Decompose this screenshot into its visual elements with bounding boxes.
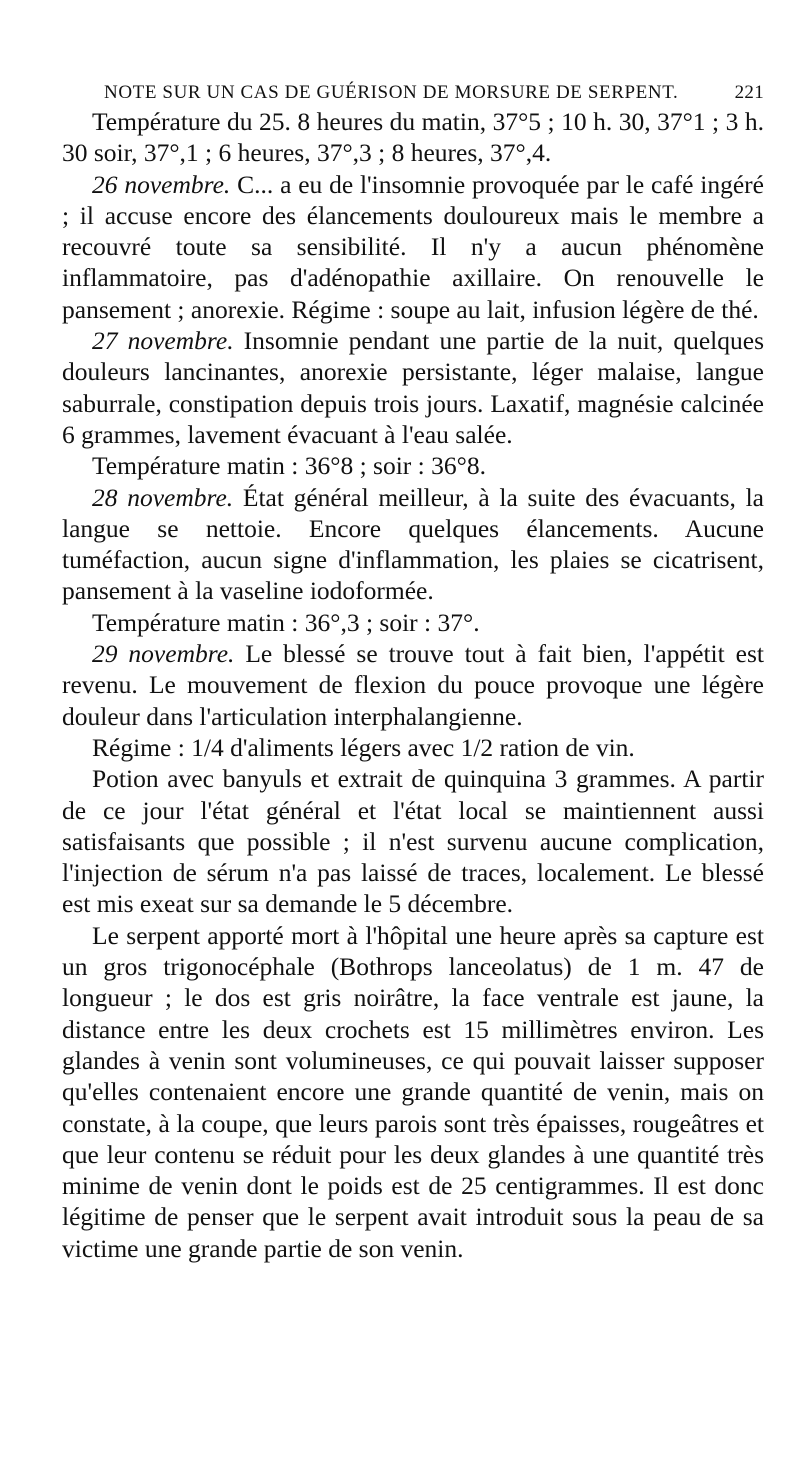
paragraph-temperature-27 [62,450,764,481]
page-number: 221 [734,82,764,103]
paragraph-text: Température matin : 36°,3 ; soir : 37°. [92,607,480,637]
paragraph-26-novembre [62,169,764,325]
entry-date: 28 novembre. [92,482,234,512]
entry-date: 29 novembre. [92,639,235,669]
paragraph-27-novembre [62,325,764,450]
entry-date: 26 novembre. [92,169,231,199]
paragraph-text: Insomnie pendant une partie de la nuit, quelques douleurs lancinantes, anorexie persistante, léger malaise, langue saburrale, constipation depuis trois jours. Laxatif, magnésie calcinée 6 grammes, lavement évacuant à l'eau salée. [62,326,764,449]
paragraph-serpent [62,920,764,1264]
paragraph-text: Le serpent apporté mort à l'hôpital une heure après sa capture est un gros trigonocéphale (Bothrops lanceolatus) de 1 m. 47 de longueur ; le dos est gris noirâtre, la face ventrale est jaune, la distance entre les deux crochets est 15 millimètres environ. Les glandes à venin sont volumineuses, ce qui pouvait laisser supposer qu'elles contenaient encore une grande quantité de venin, mais on constate, à la coupe, que leurs parois sont très épaisses, rougeâtres et que leur contenu se réduit pour les deux glandes à une quantité très minime de venin dont le poids est de 25 centigrammes. Il est donc légitime de penser que le serpent avait introduit sous la peau de sa victime une grande partie de son venin. [62,920,764,1263]
paragraph-regime [62,732,764,763]
paragraph-29-novembre [62,638,764,732]
running-title: NOTE SUR UN CAS DE GUÉRISON DE MORSURE DE SERPENT. [104,82,679,103]
paragraph-text: Température matin : 36°8 ; soir : 36°8. [92,451,486,481]
page-header [104,82,764,104]
entry-date: 27 novembre. [92,326,234,356]
paragraph-text: État général meilleur, à la suite des évacuants, la langue se nettoie. Encore quelques élancements. Aucune tuméfaction, aucun signe d'inflammation, les plaies se cicatrisent, pansement à la vaseline iodoformée. [62,482,764,606]
paragraph-text: Régime : 1/4 d'aliments légers avec 1/2 ration de vin. [92,732,635,762]
paragraph-text: Potion avec banyuls et extrait de quinquina 3 grammes. A partir de ce jour l'état général et l'état local se maintiennent aussi satisfaisants que possible ; il n'est survenu aucune complication, l'injection de sérum n'a pas laissé de traces, localement. Le blessé est mis exeat sur sa demande le 5 décembre. [62,764,764,919]
paragraph-text: Le blessé se trouve tout à fait bien, l'appétit est revenu. Le mouvement de flexion du pouce provoque une légère douleur dans l'articulation interphalangienne. [62,639,764,731]
paragraph-temperature-28 [62,607,764,638]
paragraph-text: Température du 25. 8 heures du matin, 37°5 ; 10 h. 30, 37°1 ; 3 h. 30 soir, 37°,1 ; 6 heures, 37°,3 ; 8 heures, 37°,4. [62,107,764,168]
paragraph-temperature-25 [62,106,764,169]
paragraph-potion [62,763,764,919]
paragraph-28-novembre [62,482,764,607]
paragraph-text: C... a eu de l'insomnie provoquée par le café ingéré ; il accuse encore des élancements douloureux mais le membre a recouvré toute sa sensibilité. Il n'y a aucun phénomène inflammatoire, pas d'adénopathie axillaire. On renouvelle le pansement ; anorexie. Régime : soupe au lait, infusion légère de thé. [62,169,764,324]
body-text [62,106,764,1264]
